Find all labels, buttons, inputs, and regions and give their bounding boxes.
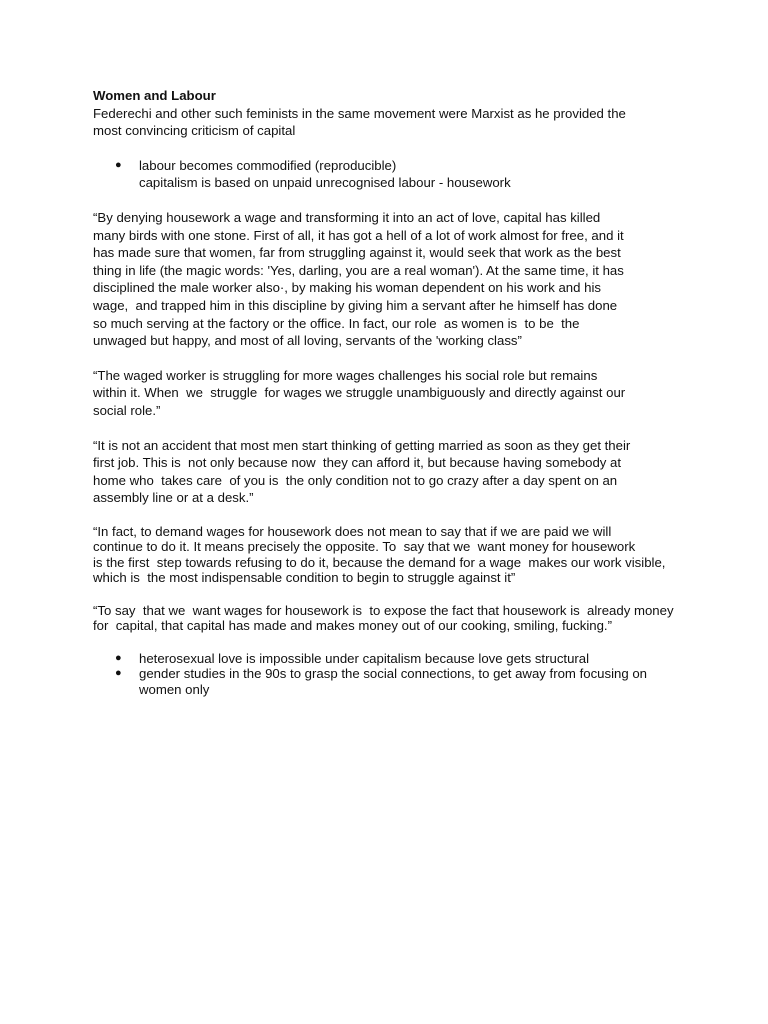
text-line: first job. This is not only because now they can afford it, but because having somebody at	[93, 455, 622, 471]
quote-paragraph-4	[93, 524, 733, 586]
text-line: so much serving at the factory or the office. In fact, our role as women is to be the	[93, 315, 580, 331]
bullet-list-1	[93, 157, 733, 192]
list-item	[93, 666, 733, 697]
text-line: “To say that we want wages for housework is to expose the fact that housework is already money	[93, 602, 674, 618]
text-line: “It is not an accident that most men start thinking of getting married as soon as they get their	[93, 437, 631, 453]
text-line: thing in life (the magic words: 'Yes, darling, you are a real woman'). At the same time, it has	[93, 262, 624, 278]
quote-paragraph-3	[93, 437, 733, 507]
bullet-icon: ●	[115, 651, 122, 664]
text-line: wage, and trapped him in this discipline by giving him a servant after he himself has done	[93, 297, 618, 313]
text-line: most convincing criticism of capital	[93, 123, 296, 139]
bullet-list-2	[93, 651, 733, 698]
list-item	[93, 157, 733, 192]
quote-paragraph-1	[93, 209, 733, 350]
text-line: within it. When we struggle for wages we struggle unambiguously and directly against our	[93, 385, 626, 401]
list-item-text: gender studies in the 90s to grasp the social connections, to get away from focusing on	[139, 666, 648, 682]
text-line: many birds with one stone. First of all, it has got a hell of a lot of work almost for free, and it	[93, 227, 624, 243]
document-page	[93, 87, 733, 697]
list-item-continuation: women only	[139, 681, 210, 697]
text-line: is the first step towards refusing to do it, because the demand for a wage makes our work visible,	[93, 554, 666, 570]
quote-paragraph-5	[93, 603, 733, 634]
text-line: assembly line or at a desk.”	[93, 490, 254, 506]
text-line: “By denying housework a wage and transforming it into an act of love, capital has killed	[93, 209, 601, 225]
list-item-text: heterosexual love is impossible under capitalism because love gets structural	[139, 650, 590, 666]
text-line: which is the most indispensable condition to begin to struggle against it”	[93, 570, 516, 586]
document-title: Women and Labour	[93, 88, 216, 103]
intro-paragraph	[93, 105, 733, 140]
bullet-icon: ●	[115, 667, 122, 680]
text-line: “The waged worker is struggling for more wages challenges his social role but remains	[93, 367, 598, 383]
text-line: “In fact, to demand wages for housework does not mean to say that if we are paid we will	[93, 523, 612, 539]
list-item	[93, 651, 733, 667]
text-line: home who takes care of you is the only condition not to go crazy after a day spent on an	[93, 472, 618, 488]
list-item-continuation: capitalism is based on unpaid unrecognised labour - housework	[139, 175, 511, 191]
text-line: disciplined the male worker also·, by making his woman dependent on his work and his	[93, 280, 601, 296]
text-line: for capital, that capital has made and makes money out of our cooking, smiling, fucking.”	[93, 618, 612, 634]
text-line: social role.”	[93, 402, 161, 418]
list-item-text: labour becomes commodified (reproducible)	[139, 157, 397, 173]
quote-paragraph-2	[93, 367, 733, 420]
bullet-icon: ●	[115, 158, 122, 171]
text-line: unwaged but happy, and most of all loving, servants of the 'working class”	[93, 333, 522, 349]
text-line: continue to do it. It means precisely the opposite. To say that we want money for housework	[93, 539, 636, 555]
text-line: Federechi and other such feminists in the same movement were Marxist as he provided the	[93, 105, 626, 121]
text-line: has made sure that women, far from struggling against it, would seek that work as the best	[93, 245, 621, 261]
